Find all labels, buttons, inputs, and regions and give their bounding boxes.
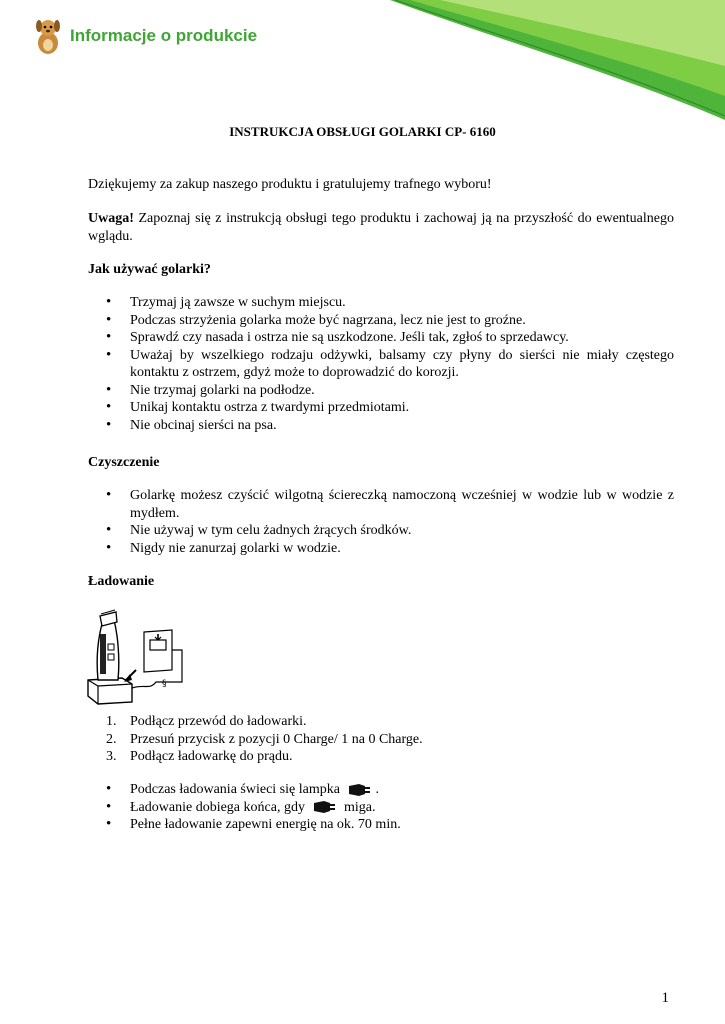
- list-item: • Trzymaj ją zawsze w suchym miejscu.: [106, 294, 674, 312]
- warning-label: Uwaga!: [88, 211, 134, 226]
- list-item: • Podczas ładowania świeci się lampka .: [106, 781, 674, 799]
- list-item: • Nie trzymaj golarki na podłodze.: [106, 382, 674, 400]
- warning-paragraph: [88, 210, 674, 245]
- list-item: • Nie używaj w tym celu żadnych żrących środków.: [106, 522, 674, 540]
- list-item: • Ładowanie dobiega końca, gdy miga.: [106, 799, 674, 817]
- charging-steps: [106, 713, 674, 766]
- list-item: • Podczas strzyżenia golarka może być nagrzana, lecz nie jest to groźne.: [106, 312, 674, 330]
- charging-heading: Ładowanie: [88, 574, 155, 589]
- intro-text: Dziękujemy za zakup naszego produktu i gratulujemy trafnego wyboru!: [88, 177, 492, 192]
- warning-text: Zapoznaj się z instrukcją obsługi tego produktu i zachowaj ją na przyszłość do ewentualnego wglądu.: [88, 211, 674, 244]
- usage-heading: Jak używać golarki?: [88, 262, 211, 277]
- dog-mascot-icon: [32, 16, 64, 56]
- list-item: • Unikaj kontaktu ostrza z twardymi przedmiotami.: [106, 399, 674, 417]
- charger-diagram: [84, 604, 194, 708]
- cleaning-list: [106, 487, 674, 557]
- list-item: • Sprawdź czy nasada i ostrza nie są uszkodzone. Jeśli tak, zgłoś to sprzedawcy.: [106, 329, 674, 347]
- cleaning-heading: Czyszczenie: [88, 455, 160, 470]
- list-item: • Nigdy nie zanurzaj golarki w wodzie.: [106, 540, 674, 558]
- svg-text:§: §: [162, 679, 167, 689]
- logo-text: Informacje o produkcie: [70, 26, 258, 45]
- charging-plug-icon: [347, 783, 371, 797]
- list-item: 2. Przesuń przycisk z pozycji 0 Charge/ 1 na 0 Charge.: [106, 731, 423, 747]
- list-item: • Pełne ładowanie zapewni energię na ok. 70 min.: [106, 816, 674, 834]
- logo: [32, 16, 257, 56]
- list-item: • Nie obcinaj sierści na psa.: [106, 417, 674, 435]
- page-title: INSTRUKCJA OBSŁUGI GOLARKI CP- 6160: [229, 124, 496, 139]
- charging-plug-icon: [312, 800, 336, 814]
- usage-list: [106, 294, 674, 434]
- list-item: • Golarkę możesz czyścić wilgotną ściereczką namoczoną wcześniej w wodzie lub w wodzie z mydłem.: [106, 487, 674, 522]
- list-item: • Uważaj by wszelkiego rodzaju odżywki, balsamy czy płyny do sierści nie miały częstego kontaktu z ostrzem, gdyż może to doprowadzić do korozji.: [106, 347, 674, 382]
- list-item: 3. Podłącz ładowarkę do prądu.: [106, 749, 293, 764]
- charging-notes: [106, 781, 674, 834]
- page-number: 1: [661, 990, 669, 1006]
- list-item: 1. Podłącz przewód do ładowarki.: [106, 714, 307, 729]
